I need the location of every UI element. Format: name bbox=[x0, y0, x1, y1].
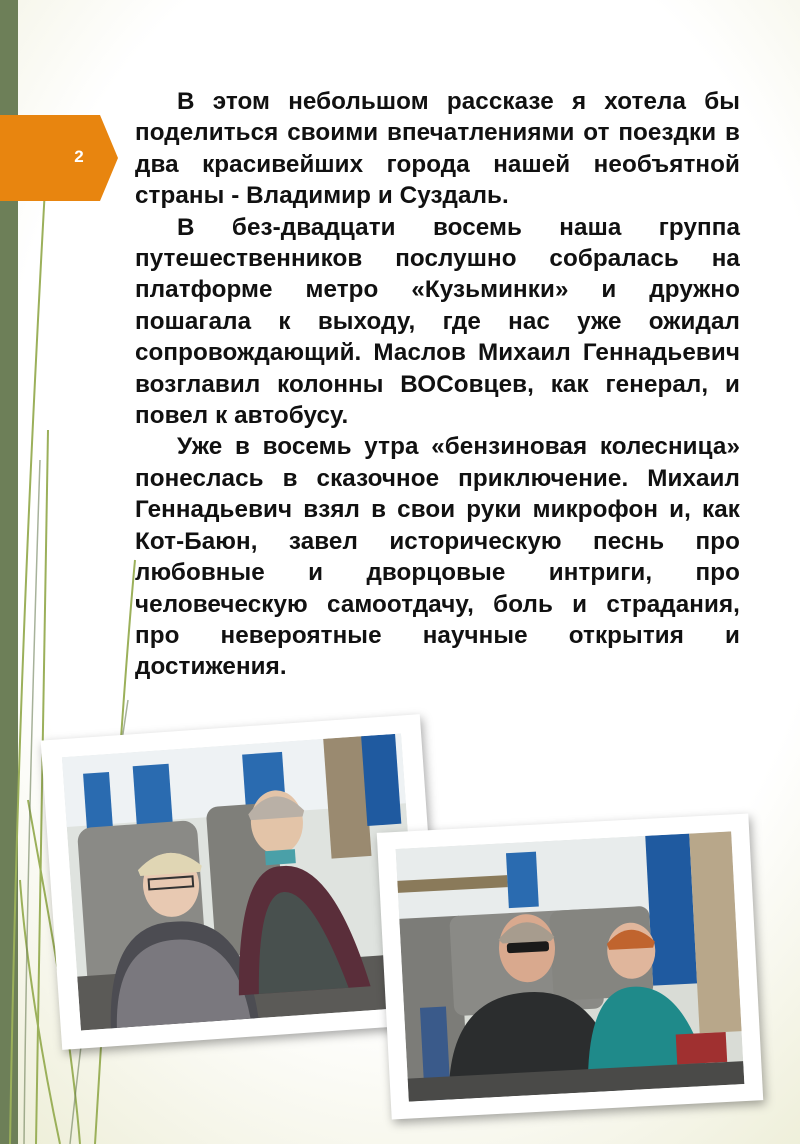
page-number: 2 bbox=[74, 147, 84, 166]
paragraph-2: В без-двадцати восемь наша группа путешественников послушно собралась на платформе метро «Кузьминки» и дружно пошагала к выходу, где нас уже ожидал сопровождающий. Маслов Михаил Геннадьевич возглавил колонны ВОСовцев, как генерал, и повел к автобусу. bbox=[135, 213, 740, 430]
bus-photo-couple-image bbox=[396, 831, 745, 1101]
page-number-tab bbox=[0, 115, 118, 201]
paragraph-3: Уже в восемь утра «бензиновая колесница» понеслась в сказочное приключение. Михаил Геннадьевич взял в свои руки микрофон и, как Кот-Баюн, завел историческую песнь про любовные и дворцовые интриги, про человеческую самоотдачу, боль и страдания, про невероятные научные открытия и достижения. bbox=[135, 433, 740, 681]
bus-photo-women-image bbox=[62, 733, 420, 1030]
bus-photo-couple bbox=[377, 813, 764, 1119]
paragraph-1: В этом небольшом рассказе я хотела бы поделиться своими впечатлениями от поездки в два красивейших города нашей необъятной страны - Владимир и Суздаль. bbox=[135, 88, 740, 210]
article-text bbox=[135, 86, 740, 683]
